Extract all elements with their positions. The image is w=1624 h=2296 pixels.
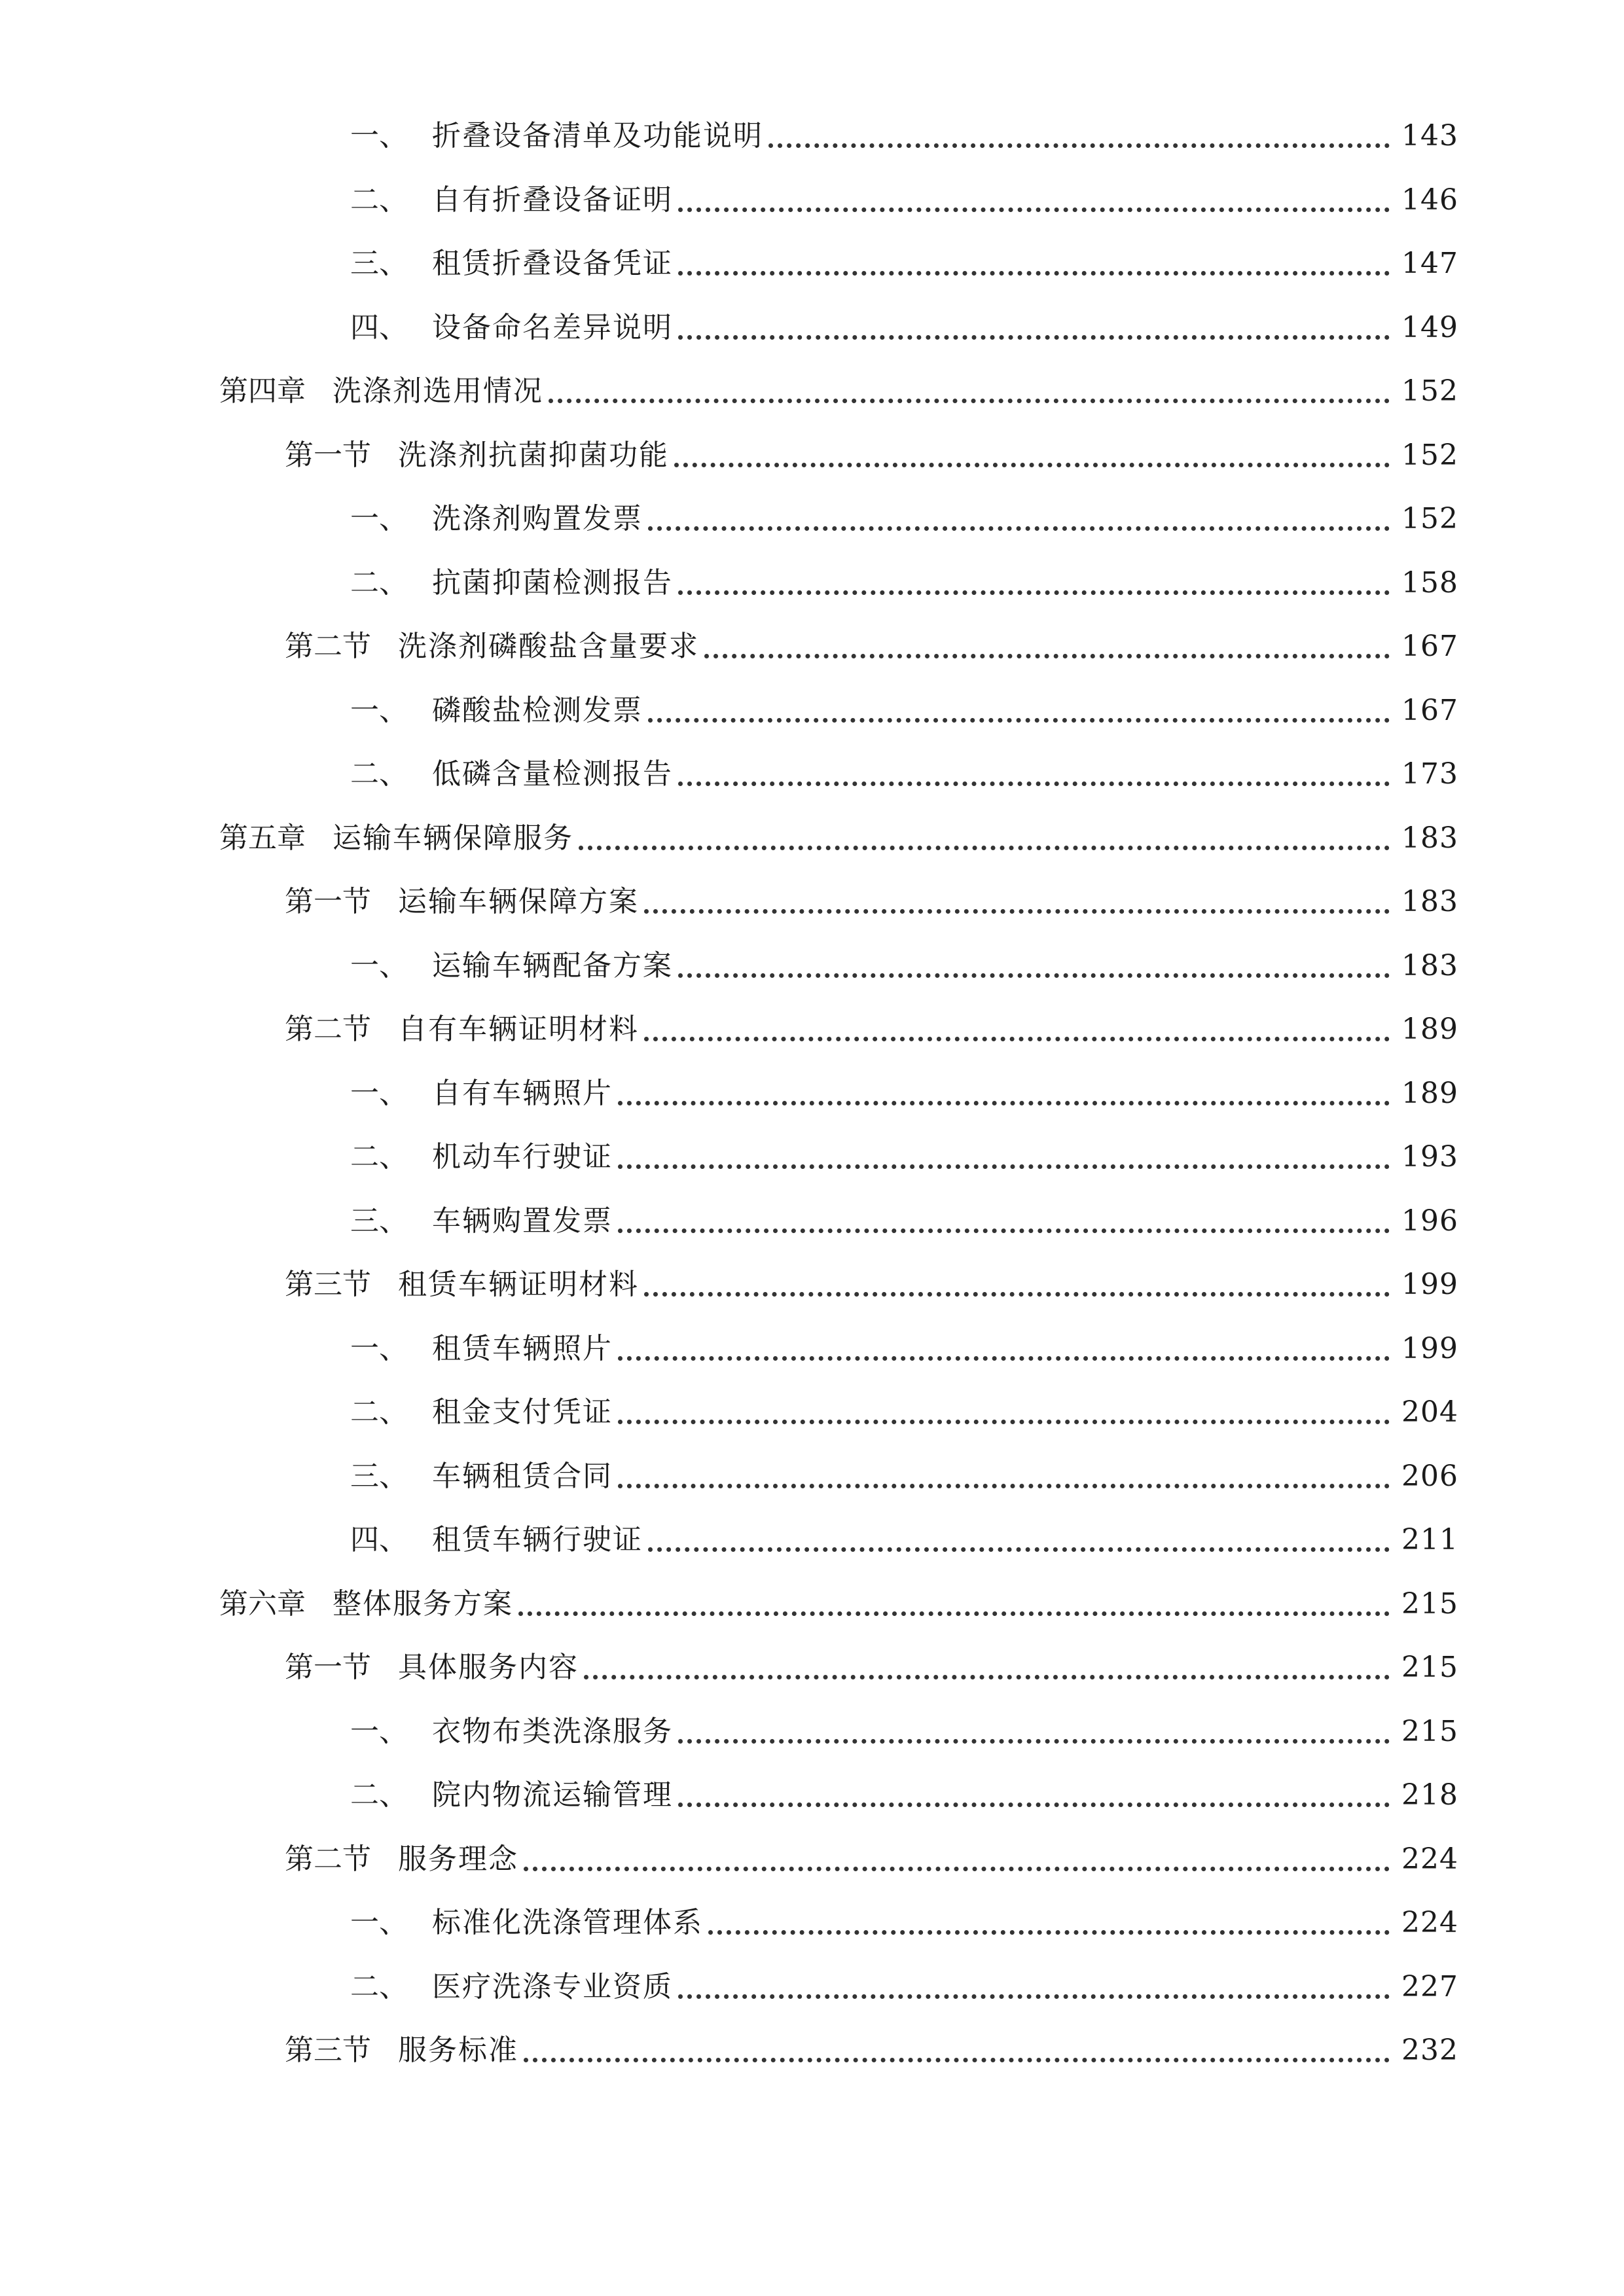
- dot-leader: [618, 1094, 1390, 1105]
- toc-section-entry[interactable]: [0, 864, 1624, 916]
- toc-subsection-entry[interactable]: [0, 673, 1624, 725]
- toc-subsection-entry[interactable]: [0, 1183, 1624, 1236]
- dot-leader: [678, 264, 1390, 276]
- toc-entry-title: 抗菌抑菌检测报告: [432, 565, 673, 600]
- dot-leader: [648, 520, 1390, 531]
- toc-section-entry[interactable]: [0, 1630, 1624, 1682]
- toc-subsection-entry[interactable]: [0, 290, 1624, 342]
- toc-entry-title: 整体服务方案: [333, 1587, 513, 1621]
- dot-leader: [618, 1158, 1390, 1169]
- toc-entry-title: 洗涤剂选用情况: [333, 374, 543, 408]
- toc-entry-number: 一、: [350, 119, 408, 152]
- toc-entry-number: 第四章: [219, 374, 306, 408]
- toc-subsection-entry[interactable]: [0, 98, 1624, 151]
- toc-entry-number: 四、: [350, 310, 408, 344]
- toc-entry-number: 二、: [350, 183, 408, 217]
- toc-entry-number: 一、: [350, 693, 408, 727]
- toc-entry-number: 第三节: [285, 1268, 371, 1301]
- toc-section-entry[interactable]: [0, 609, 1624, 661]
- toc-subsection-entry[interactable]: [0, 736, 1624, 789]
- toc-entry-page-number: 189: [1401, 1076, 1458, 1110]
- toc-subsection-entry[interactable]: [0, 1885, 1624, 1937]
- toc-entry-page-number: 215: [1401, 1651, 1458, 1684]
- toc-entry-number: 三、: [350, 1459, 408, 1493]
- toc-entry-title: 租赁车辆照片: [432, 1331, 613, 1365]
- toc-subsection-entry[interactable]: [0, 1949, 1624, 2001]
- dot-leader: [549, 392, 1390, 403]
- dot-leader: [678, 967, 1390, 978]
- toc-entry-page-number: 143: [1401, 119, 1458, 152]
- toc-entry-title: 标准化洗涤管理体系: [432, 1906, 703, 1939]
- toc-entry-page-number: 152: [1401, 438, 1458, 472]
- toc-entry-title: 具体服务内容: [398, 1651, 579, 1684]
- dot-leader: [579, 839, 1390, 850]
- toc-subsection-entry[interactable]: [0, 1056, 1624, 1108]
- dot-leader: [644, 1030, 1390, 1041]
- toc-entry-title: 衣物布类洗涤服务: [432, 1714, 673, 1748]
- toc-entry-title: 洗涤剂抗菌抑菌功能: [398, 438, 669, 472]
- toc-entry-title: 低磷含量检测报告: [432, 757, 673, 791]
- dot-leader: [678, 775, 1390, 786]
- dot-leader: [678, 201, 1390, 212]
- toc-entry-number: 二、: [350, 757, 408, 791]
- toc-entry-title: 磷酸盐检测发票: [432, 693, 643, 727]
- toc-entry-page-number: 199: [1401, 1268, 1458, 1301]
- toc-entry-title: 租赁车辆行驶证: [432, 1523, 643, 1556]
- dot-leader: [678, 584, 1390, 595]
- dot-leader: [648, 711, 1390, 723]
- toc-entry-number: 一、: [350, 948, 408, 982]
- toc-entry-title: 租赁折叠设备凭证: [432, 247, 673, 280]
- toc-entry-number: 二、: [350, 1140, 408, 1174]
- toc-chapter-entry[interactable]: [0, 353, 1624, 406]
- toc-entry-page-number: 224: [1401, 1906, 1458, 1939]
- toc-entry-number: 二、: [350, 565, 408, 600]
- toc-entry-number: 第一节: [285, 885, 371, 918]
- toc-entry-number: 第二节: [285, 1013, 371, 1046]
- toc-entry-title: 设备命名差异说明: [432, 310, 673, 344]
- toc-subsection-entry[interactable]: [0, 545, 1624, 598]
- toc-entry-page-number: 204: [1401, 1395, 1458, 1429]
- toc-entry-title: 车辆购置发票: [432, 1204, 613, 1238]
- dot-leader: [618, 1413, 1390, 1424]
- toc-entry-page-number: 218: [1401, 1778, 1458, 1812]
- toc-entry-page-number: 215: [1401, 1587, 1458, 1621]
- toc-subsection-entry[interactable]: [0, 162, 1624, 215]
- toc-entry-page-number: 232: [1401, 2034, 1458, 2067]
- dot-leader: [518, 1605, 1390, 1616]
- dot-leader: [674, 456, 1390, 467]
- toc-entry-number: 一、: [350, 1714, 408, 1748]
- dot-leader: [618, 1222, 1390, 1233]
- dot-leader: [618, 1350, 1390, 1361]
- toc-subsection-entry[interactable]: [0, 1311, 1624, 1363]
- toc-entry-title: 洗涤剂磷酸盐含量要求: [398, 630, 699, 663]
- toc-section-entry[interactable]: [0, 418, 1624, 470]
- toc-entry-title: 自有折叠设备证明: [432, 183, 673, 217]
- toc-entry-number: 一、: [350, 502, 408, 535]
- toc-entry-page-number: 199: [1401, 1331, 1458, 1365]
- toc-entry-number: 第六章: [219, 1587, 306, 1621]
- toc-entry-title: 机动车行驶证: [432, 1140, 613, 1174]
- toc-subsection-entry[interactable]: [0, 481, 1624, 533]
- toc-entry-number: 四、: [350, 1523, 408, 1556]
- toc-entry-title: 车辆租赁合同: [432, 1459, 613, 1493]
- toc-entry-page-number: 149: [1401, 310, 1458, 344]
- toc-entry-title: 运输车辆保障方案: [398, 885, 639, 918]
- toc-entry-page-number: 167: [1401, 693, 1458, 727]
- dot-leader: [644, 903, 1390, 914]
- toc-entry-number: 第二节: [285, 630, 371, 663]
- toc-entry-title: 自有车辆证明材料: [398, 1013, 639, 1046]
- dot-leader: [524, 2051, 1390, 2062]
- toc-entry-page-number: 196: [1401, 1204, 1458, 1238]
- toc-entry-page-number: 183: [1401, 948, 1458, 982]
- toc-entry-number: 二、: [350, 1778, 408, 1812]
- toc-entry-page-number: 227: [1401, 1969, 1458, 2003]
- toc-entry-number: 第二节: [285, 1842, 371, 1876]
- toc-entry-number: 第一节: [285, 1651, 371, 1684]
- toc-entry-number: 第三节: [285, 2034, 371, 2067]
- toc-entry-page-number: 146: [1401, 183, 1458, 217]
- toc-entry-title: 运输车辆保障服务: [333, 821, 573, 855]
- toc-entry-page-number: 152: [1401, 502, 1458, 535]
- toc-entry-page-number: 193: [1401, 1140, 1458, 1174]
- toc-entry-page-number: 173: [1401, 757, 1458, 791]
- toc-chapter-entry[interactable]: [0, 800, 1624, 853]
- toc-section-entry[interactable]: [0, 1247, 1624, 1299]
- dot-leader: [704, 647, 1390, 658]
- toc-subsection-entry[interactable]: [0, 1502, 1624, 1554]
- toc-section-entry[interactable]: [0, 992, 1624, 1044]
- toc-entry-page-number: 211: [1401, 1523, 1458, 1556]
- toc-entry-number: 第五章: [219, 821, 306, 855]
- toc-entry-number: 二、: [350, 1395, 408, 1429]
- toc-entry-title: 医疗洗涤专业资质: [432, 1969, 673, 2003]
- dot-leader: [708, 1924, 1390, 1935]
- toc-subsection-entry[interactable]: [0, 1439, 1624, 1491]
- toc-entry-number: 一、: [350, 1906, 408, 1939]
- dot-leader: [768, 137, 1390, 148]
- dot-leader: [678, 1732, 1390, 1744]
- toc-subsection-entry[interactable]: [0, 1757, 1624, 1810]
- toc-entry-title: 自有车辆照片: [432, 1076, 613, 1110]
- toc-entry-title: 服务标准: [398, 2034, 518, 2067]
- toc-entry-page-number: 158: [1401, 565, 1458, 600]
- toc-section-entry[interactable]: [0, 2013, 1624, 2065]
- toc-entry-number: 第一节: [285, 438, 371, 472]
- toc-entry-page-number: 183: [1401, 885, 1458, 918]
- toc-section-entry[interactable]: [0, 1821, 1624, 1874]
- toc-entry-title: 服务理念: [398, 1842, 518, 1876]
- toc-entry-page-number: 147: [1401, 247, 1458, 280]
- toc-entry-number: 一、: [350, 1076, 408, 1110]
- toc-subsection-entry[interactable]: [0, 1374, 1624, 1427]
- dot-leader: [584, 1668, 1390, 1679]
- toc-entry-title: 洗涤剂购置发票: [432, 502, 643, 535]
- toc-entry-page-number: 224: [1401, 1842, 1458, 1876]
- toc-entry-page-number: 206: [1401, 1459, 1458, 1493]
- toc-entry-number: 二、: [350, 1969, 408, 2003]
- dot-leader: [644, 1285, 1390, 1297]
- toc-entry-page-number: 189: [1401, 1013, 1458, 1046]
- toc-entry-number: 三、: [350, 247, 408, 280]
- toc-entry-page-number: 183: [1401, 821, 1458, 855]
- toc-entry-number: 一、: [350, 1331, 408, 1365]
- toc-subsection-entry[interactable]: [0, 928, 1624, 980]
- toc-subsection-entry[interactable]: [0, 1119, 1624, 1172]
- dot-leader: [678, 1796, 1390, 1807]
- dot-leader: [524, 1860, 1390, 1871]
- toc-subsection-entry[interactable]: [0, 1694, 1624, 1746]
- dot-leader: [678, 329, 1390, 340]
- dot-leader: [678, 1988, 1390, 1999]
- toc-entry-number: 三、: [350, 1204, 408, 1238]
- toc-chapter-entry[interactable]: [0, 1566, 1624, 1619]
- toc-subsection-entry[interactable]: [0, 226, 1624, 278]
- toc-entry-title: 运输车辆配备方案: [432, 948, 673, 982]
- dot-leader: [618, 1477, 1390, 1488]
- toc-entry-page-number: 215: [1401, 1714, 1458, 1748]
- toc-entry-title: 院内物流运输管理: [432, 1778, 673, 1812]
- toc-entry-page-number: 152: [1401, 374, 1458, 408]
- toc-entry-title: 租金支付凭证: [432, 1395, 613, 1429]
- toc-entry-title: 折叠设备清单及功能说明: [432, 119, 763, 152]
- dot-leader: [648, 1541, 1390, 1552]
- toc-entry-title: 租赁车辆证明材料: [398, 1268, 639, 1301]
- toc-entry-page-number: 167: [1401, 630, 1458, 663]
